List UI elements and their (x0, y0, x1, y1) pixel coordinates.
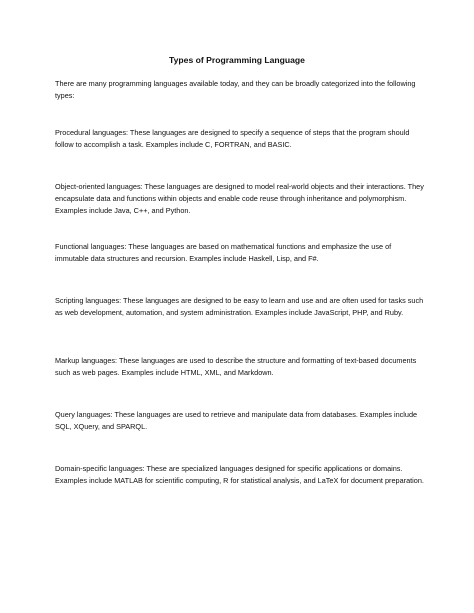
procedural-languages-paragraph: Procedural languages: These languages are designed to specify a sequence of steps that the program should follow to accomplish a task. Examples include C, FORTRAN, and BASIC. (55, 128, 410, 150)
document-title: Types of Programming Language (169, 55, 305, 65)
functional-languages-paragraph: Functional languages: These languages are based on mathematical functions and emphasize the use of immutable data structures and recursion. Examples include Haskell, Lisp, and F#. (55, 242, 392, 264)
query-languages-paragraph: Query languages: These languages are used to retrieve and manipulate data from databases. Examples include SQL, XQuery, and SPARQL. (55, 410, 418, 432)
domain-specific-languages-paragraph: Domain-specific languages: These are specialized languages designed for specific applications or domains. Examples include MATLAB for scientific computing, R for statistical analysis, and LaTeX for document preparation. (55, 464, 424, 486)
scripting-languages-paragraph: Scripting languages: These languages are designed to be easy to learn and use and are often used for tasks such as web development, automation, and system administration. Examples include JavaScript, PHP, and Ruby. (55, 296, 424, 318)
intro-paragraph: There are many programming languages available today, and they can be broadly categorized into the following types: (55, 79, 416, 101)
object-oriented-languages-paragraph: Object-oriented languages: These languages are designed to model real-world objects and their interactions. They encapsulate data and functions within objects and enable code reuse through inheritance and polymorphism. Examples include Java, C++, and Python. (55, 182, 424, 216)
markup-languages-paragraph: Markup languages: These languages are used to describe the structure and formatting of text-based documents such as web pages. Examples include HTML, XML, and Markdown. (55, 356, 417, 378)
